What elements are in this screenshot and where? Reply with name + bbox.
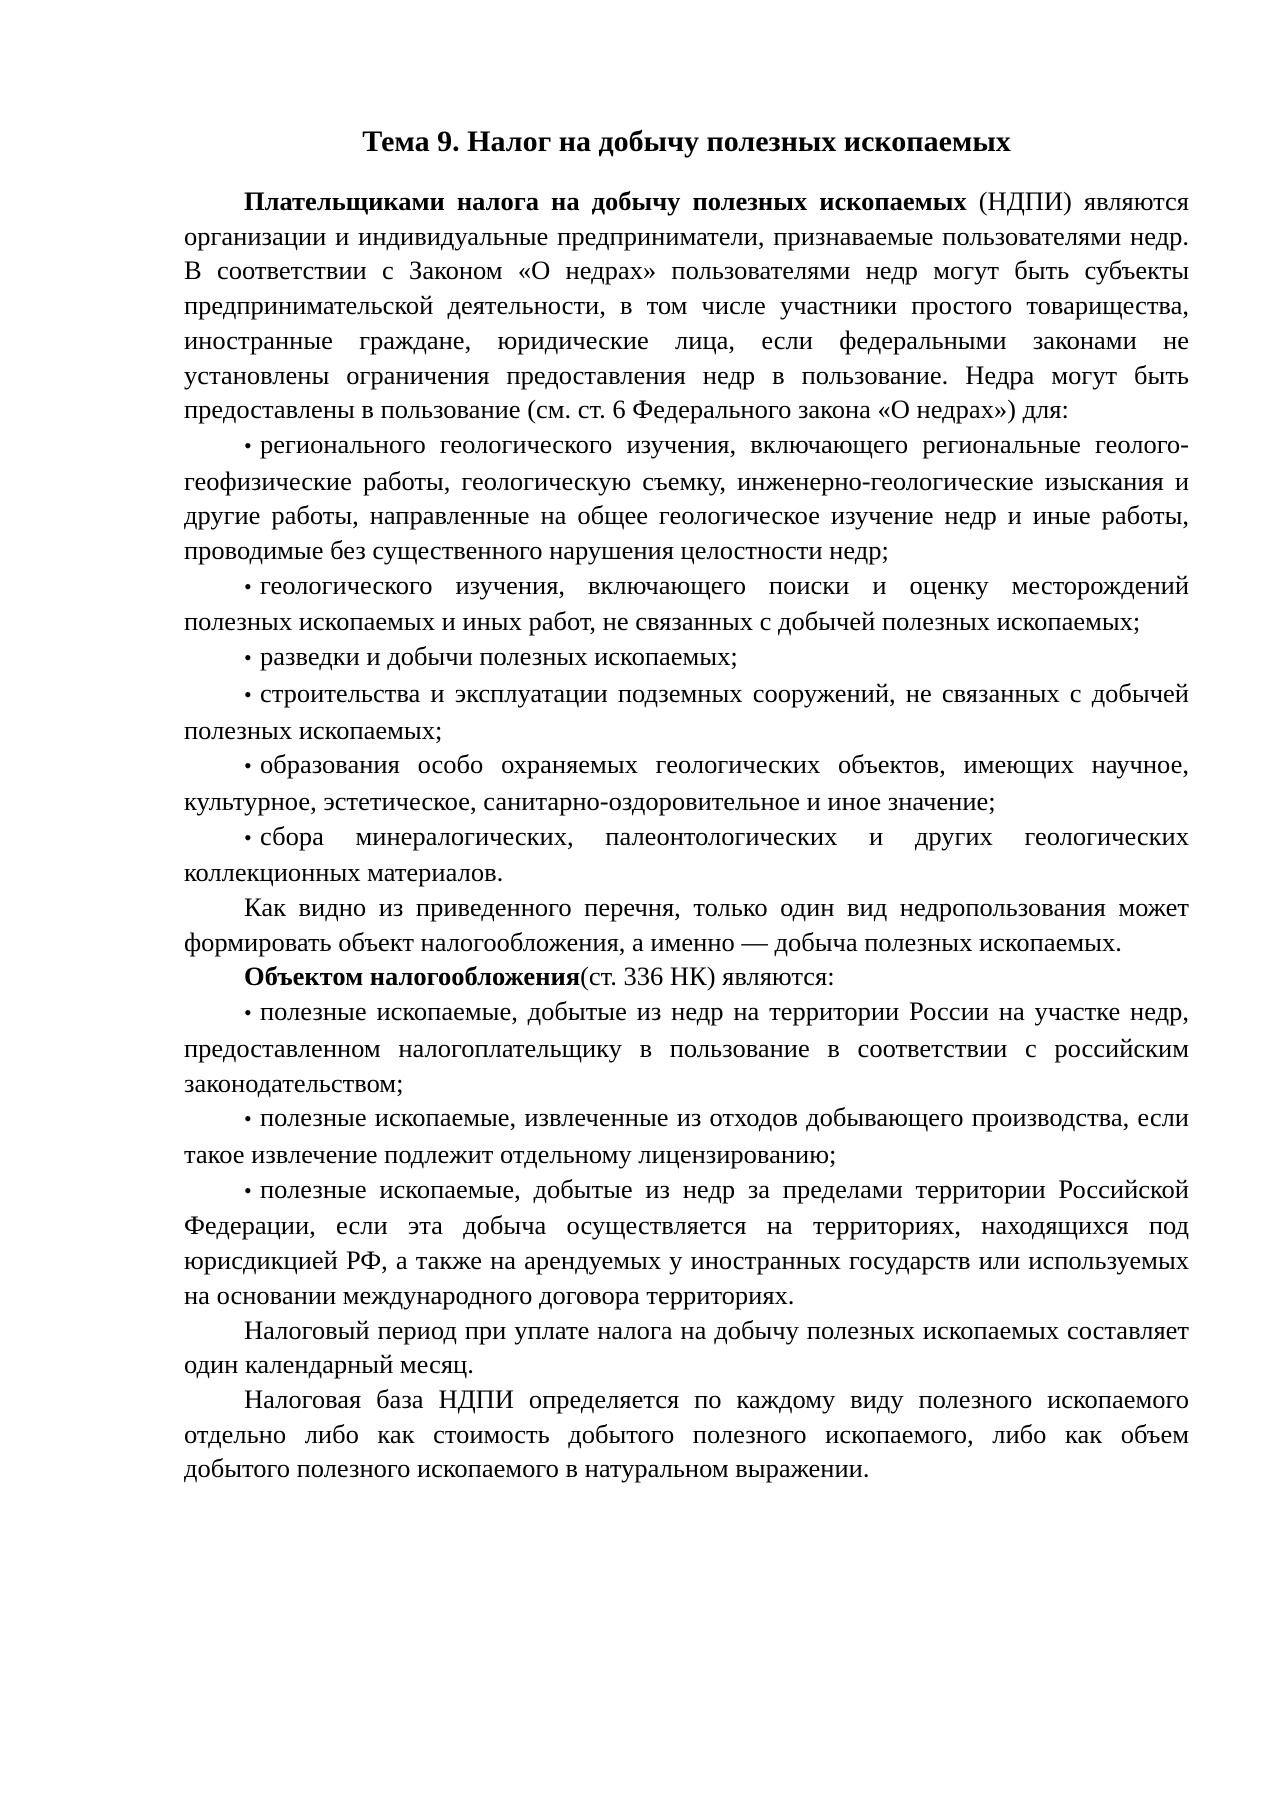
- bullet-icon: •: [244, 1177, 252, 1203]
- term-payers: Плательщиками налога на добычу полезных ископаемых: [244, 186, 967, 216]
- list-item: [184, 427, 1189, 568]
- document-page: [184, 122, 1189, 1486]
- list-item-text: разведки и добычи полезных ископаемых;: [260, 641, 738, 672]
- paragraph-payers-text: (НДПИ) являются организации и индивидуальные предприниматели, признаваемые пользователями недр. В соответствии с Законом «О недрах» пользователями недр могут быть субъекты предпринимательской деятельности, в том числе участники простого товарищества, иностранные граждане, юридические лица, если федеральными законами не установлены ограничения предоставления недр в пользование. Недра могут быть предоставлены в пользование (см. ст. 6 Федерального закона «О недрах») для:: [184, 186, 1189, 425]
- paragraph-tax-base: Налоговая база НДПИ определяется по каждому виду полезного ископаемого отдельно либо как стоимость добытого полезного ископаемого, либо как объем добытого полезного ископаемого в натуральном выражении.: [184, 1383, 1189, 1484]
- bullet-icon: •: [244, 753, 252, 779]
- list-item-text: геологического изучения, включающего поиски и оценку месторождений полезных ископаемых и иных работ, не связанных с добычей полезных ископаемых;: [184, 569, 1189, 637]
- bullet-icon: •: [244, 1106, 252, 1132]
- list-item: [184, 819, 1189, 890]
- list-item: [184, 1100, 1189, 1171]
- list-item-text: полезные ископаемые, добытые из недр на территории России на участке недр, предоставленном налогоплательщику в пользование в соответствии с российским законодательством;: [184, 996, 1189, 1098]
- bullet-icon: •: [244, 1000, 252, 1026]
- paragraph-conclusion: Как видно из приведенного перечня, только один вид недропользования может формировать объект налогообложения, а именно — добыча полезных ископаемых.: [184, 892, 1189, 957]
- bullet-icon: •: [244, 645, 252, 671]
- list-item-text: сбора минералогических, палеонтологических и других геологических коллекционных материалов.: [184, 820, 1189, 888]
- list-item: [184, 676, 1189, 747]
- paragraph-tax-period: Налоговый период при уплате налога на добычу полезных ископаемых составляет один календарный месяц.: [184, 1314, 1189, 1380]
- list-item-text: полезные ископаемые, добытые из недр за пределами территории Российской Федерации, если эта добыча осуществляется на территориях, находящихся под юрисдикцией РФ, а также на арендуемых у иностранных государств или используемых на основании международного договора территориях.: [184, 1173, 1189, 1310]
- list-item: [184, 747, 1189, 818]
- list-item: [184, 639, 1189, 676]
- page-title: Тема 9. Налог на добычу полезных ископаемых: [362, 125, 1011, 158]
- bullet-icon: •: [244, 432, 252, 458]
- list-item-text: полезные ископаемые, извлеченные из отходов добывающего производства, если такое извлечение подлежит отдельному лицензированию;: [184, 1102, 1189, 1169]
- paragraph-payers: [184, 184, 1189, 427]
- bullet-icon: •: [244, 573, 252, 599]
- term-object: Объектом налогообложения: [244, 961, 581, 992]
- list-item-text: регионального геологического изучения, включающего региональные геолого-геофизические работы, геологическую съемку, инженерно-геологические изыскания и другие работы, направленные на общее геологическое изучение недр и иные работы, проводимые без существенного нарушения целостности недр;: [184, 428, 1189, 566]
- list-item: [184, 994, 1189, 1100]
- paragraph-object-text: (ст. 336 НК) являются:: [580, 961, 835, 992]
- list-item-text: образования особо охраняемых геологических объектов, имеющих научное, культурное, эстетическое, санитарно-оздоровительное и иное значение;: [184, 749, 1189, 816]
- bullet-icon: •: [244, 824, 252, 850]
- list-item: [184, 568, 1189, 639]
- paragraph-object: [184, 959, 1189, 994]
- list-item: [184, 1172, 1189, 1313]
- list-item-text: строительства и эксплуатации подземных сооружений, не связанных с добычей полезных ископаемых;: [184, 677, 1189, 745]
- bullet-icon: •: [244, 681, 252, 707]
